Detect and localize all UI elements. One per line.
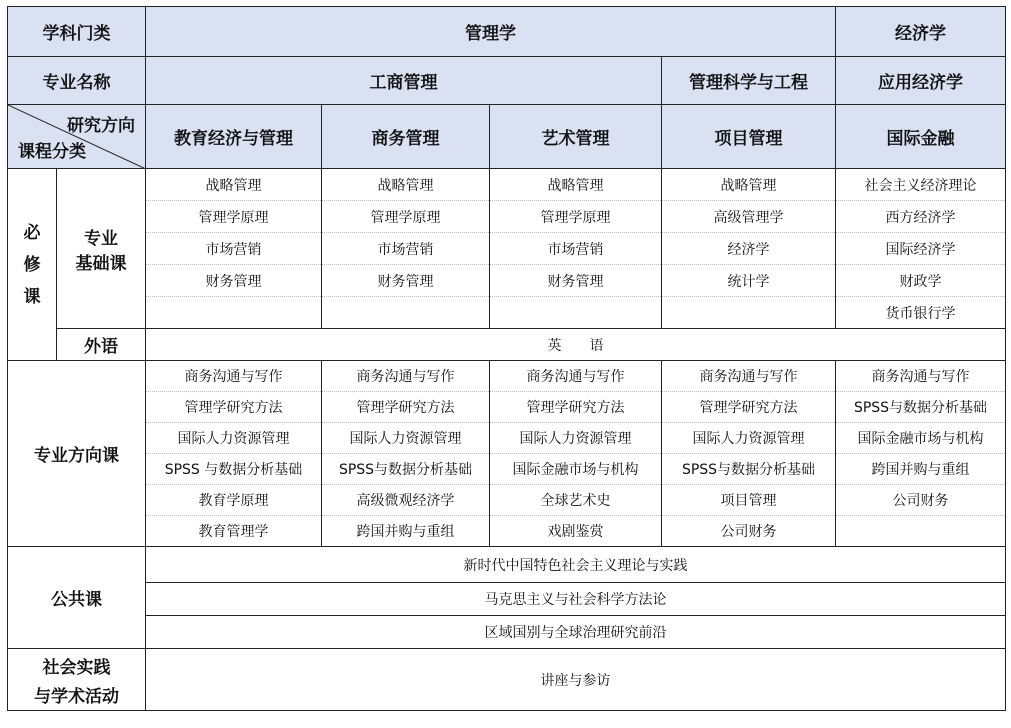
practice-label <box>8 649 146 711</box>
public-course: 区域国别与全球治理研究前沿 <box>146 616 1006 649</box>
public-course: 新时代中国特色社会主义理论与实践 <box>146 547 1006 583</box>
direction-course: 国际人力资源管理 <box>490 423 662 454</box>
direction-course: SPSS与数据分析基础 <box>662 454 836 485</box>
direction-course: 国际人力资源管理 <box>146 423 322 454</box>
direction-project-mgmt: 项目管理 <box>662 105 836 169</box>
foreign-language-text: 英语 <box>547 337 632 354</box>
direction-course: 全球艺术史 <box>490 485 662 516</box>
direction-courses-label: 专业方向课 <box>8 361 146 547</box>
public-courses-label: 公共课 <box>8 547 146 649</box>
basic-course: 财务管理 <box>322 265 490 297</box>
required-label-text: 必修课 <box>23 222 41 307</box>
basic-course <box>146 297 322 329</box>
direction-course: 戏剧鉴赏 <box>490 516 662 547</box>
discipline-economics: 经济学 <box>836 7 1006 57</box>
basic-course: 市场营销 <box>490 233 662 265</box>
basic-course: 西方经济学 <box>836 201 1006 233</box>
direction-course: 管理学研究方法 <box>662 392 836 423</box>
required-label <box>8 169 57 361</box>
basic-course: 管理学原理 <box>322 201 490 233</box>
direction-arts-mgmt: 艺术管理 <box>490 105 662 169</box>
practice-label-line2: 与学术活动 <box>34 686 119 707</box>
major-applied-economics: 应用经济学 <box>836 57 1006 105</box>
direction-course: 国际人力资源管理 <box>322 423 490 454</box>
direction-education-econ: 教育经济与管理 <box>146 105 322 169</box>
direction-course: 跨国并购与重组 <box>322 516 490 547</box>
foreign-language-value <box>146 329 1006 361</box>
direction-course: 管理学研究方法 <box>490 392 662 423</box>
direction-course: 管理学研究方法 <box>322 392 490 423</box>
major-label: 专业名称 <box>8 57 146 105</box>
basic-course: 管理学原理 <box>490 201 662 233</box>
basic-course <box>490 297 662 329</box>
basic-course: 经济学 <box>662 233 836 265</box>
diagonal-header <box>8 105 146 169</box>
public-course: 马克思主义与社会科学方法论 <box>146 583 1006 616</box>
direction-course: 公司财务 <box>836 485 1006 516</box>
direction-course: 教育学原理 <box>146 485 322 516</box>
basic-course: 财政学 <box>836 265 1006 297</box>
direction-label: 研究方向 <box>67 116 135 136</box>
basic-label-line2: 基础课 <box>75 253 127 274</box>
discipline-management: 管理学 <box>146 7 836 57</box>
direction-course: 商务沟通与写作 <box>662 361 836 392</box>
direction-course: 高级微观经济学 <box>322 485 490 516</box>
direction-course: 商务沟通与写作 <box>322 361 490 392</box>
basic-course: 战略管理 <box>322 169 490 201</box>
major-management-science: 管理科学与工程 <box>662 57 836 105</box>
basic-course: 货币银行学 <box>836 297 1006 329</box>
basic-course: 统计学 <box>662 265 836 297</box>
practice-label-line1: 社会实践 <box>42 657 111 678</box>
practice-value: 讲座与参访 <box>146 649 1006 711</box>
curriculum-table <box>7 6 1006 711</box>
basic-course: 战略管理 <box>146 169 322 201</box>
basic-course <box>322 297 490 329</box>
basic-course: 战略管理 <box>662 169 836 201</box>
discipline-label: 学科门类 <box>8 7 146 57</box>
basic-course <box>662 297 836 329</box>
direction-course: 项目管理 <box>662 485 836 516</box>
direction-course: 公司财务 <box>662 516 836 547</box>
direction-course: 教育管理学 <box>146 516 322 547</box>
direction-course: 国际人力资源管理 <box>662 423 836 454</box>
direction-course: 管理学研究方法 <box>146 392 322 423</box>
basic-course: 社会主义经济理论 <box>836 169 1006 201</box>
direction-course <box>836 516 1006 547</box>
basic-courses-label <box>57 169 146 329</box>
foreign-language-label: 外语 <box>57 329 146 361</box>
basic-course: 市场营销 <box>322 233 490 265</box>
basic-course: 国际经济学 <box>836 233 1006 265</box>
direction-course: SPSS 与数据分析基础 <box>146 454 322 485</box>
basic-course: 财务管理 <box>146 265 322 297</box>
major-business-admin: 工商管理 <box>146 57 662 105</box>
direction-course: 国际金融市场与机构 <box>490 454 662 485</box>
direction-business-mgmt: 商务管理 <box>322 105 490 169</box>
direction-course: SPSS与数据分析基础 <box>836 392 1006 423</box>
basic-course: 战略管理 <box>490 169 662 201</box>
basic-label-line1: 专业 <box>84 228 118 249</box>
direction-course: 跨国并购与重组 <box>836 454 1006 485</box>
basic-course: 市场营销 <box>146 233 322 265</box>
direction-course: 商务沟通与写作 <box>490 361 662 392</box>
category-label: 课程分类 <box>18 142 86 162</box>
direction-intl-finance: 国际金融 <box>836 105 1006 169</box>
direction-course: SPSS与数据分析基础 <box>322 454 490 485</box>
basic-course: 管理学原理 <box>146 201 322 233</box>
basic-course: 财务管理 <box>490 265 662 297</box>
direction-course: 国际金融市场与机构 <box>836 423 1006 454</box>
direction-course: 商务沟通与写作 <box>146 361 322 392</box>
basic-course: 高级管理学 <box>662 201 836 233</box>
direction-course: 商务沟通与写作 <box>836 361 1006 392</box>
